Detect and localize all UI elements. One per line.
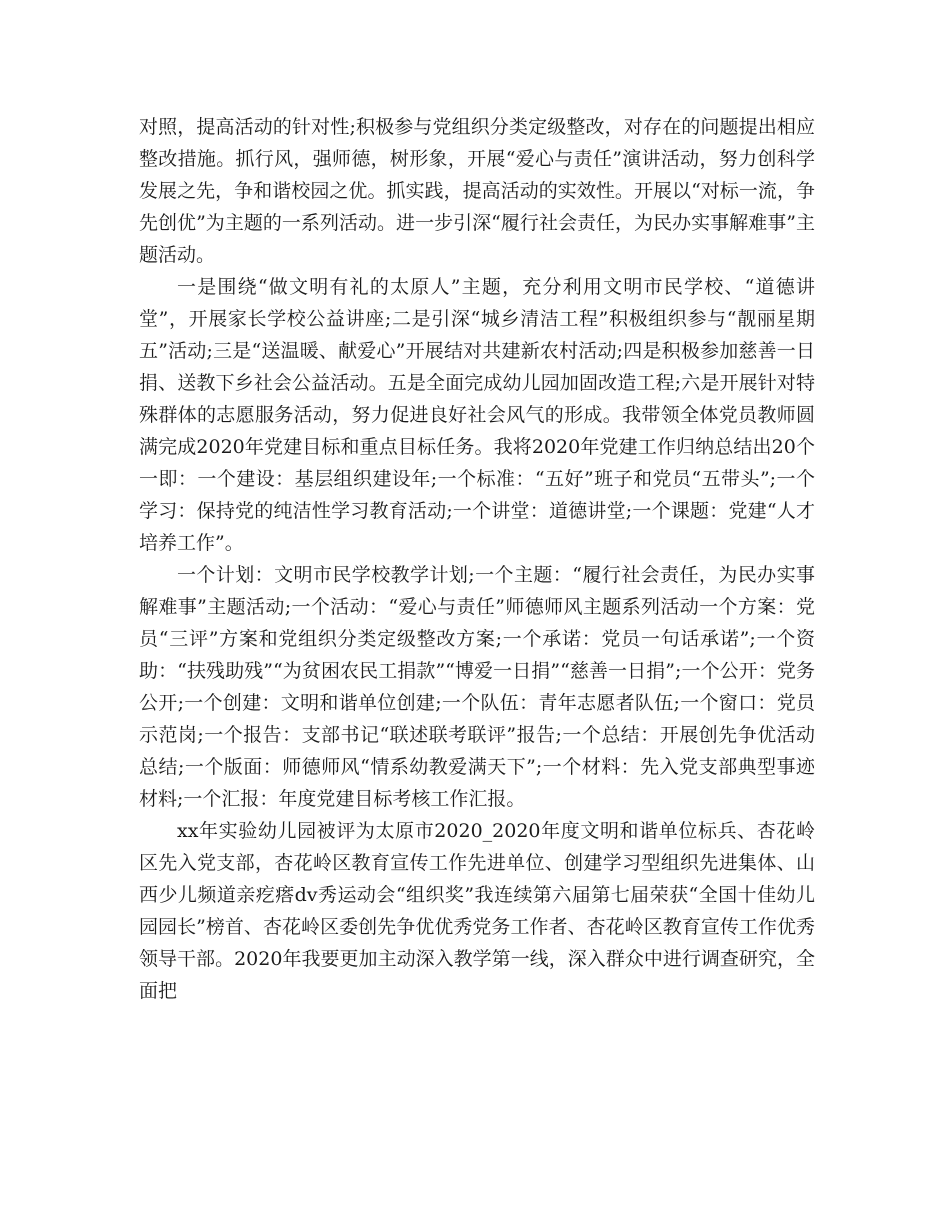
paragraph-2: 一是围绕“做文明有礼的太原人”主题，充分利用文明市民学校、“道德讲堂”，开展家长学校公益讲座;二是引深“城乡清洁工程”积极组织参与“靓丽星期五”活动;三是“送温暖、献爱心”开展结对共建新农村活动;四是积极参加慈善一日捐、送教下乡社会公益活动。五是全面完成幼儿园加固改造工程;六是开展针对特殊群体的志愿服务活动，努力促进良好社会风气的形成。我带领全体党员教师圆满完成2020年党建目标和重点目标任务。我将2020年党建工作归纳总结出20个一即：一个建设：基层组织建设年;一个标准：“五好”班子和党员“五带头”;一个学习：保持党的纯洁性学习教育活动;一个讲堂：道德讲堂;一个课题：党建“人才培养工作”。 xyxy=(139,276,815,554)
paragraph-3: 一个计划：文明市民学校教学计划;一个主题：“履行社会责任，为民办实事解难事”主题活动;一个活动：“爱心与责任”师德师风主题系列活动一个方案：党员“三评”方案和党组织分类定级整改方案;一个承诺：党员一句话承诺”;一个资助：“扶残助残”“为贫困农民工捐款”“博爱一日捐”“慈善一日捐”;一个公开：党务公开;一个创建：文明和谐单位创建;一个队伍：青年志愿者队伍;一个窗口：党员示范岗;一个报告：支部书记“联述联考联评”报告;一个总结：开展创先争优活动总结;一个版面：师德师风“情系幼教爱满天下”;一个材料：先入党支部典型事迹材料;一个汇报：年度党建目标考核工作汇报。 xyxy=(139,564,815,810)
paragraph-1: 对照，提高活动的针对性;积极参与党组织分类定级整改，对存在的问题提出相应整改措施。抓行风，强师德，树形象，开展“爱心与责任”演讲活动，努力创科学发展之先，争和谐校园之优。抓实践，提高活动的实效性。开展以“对标一流，争先创优”为主题的一系列活动。进一步引深“履行社会责任，为民办实事解难事”主题活动。 xyxy=(139,116,815,266)
document-body xyxy=(139,111,815,1007)
paragraph-4: xx年实验幼儿园被评为太原市2020_2020年度文明和谐单位标兵、杏花岭区先入党支部，杏花岭区教育宣传工作先进单位、创建学习型组织先进集体、山西少儿频道亲疙瘩dv秀运动会“组织奖”我连续第六届第七届荣获“全国十佳幼儿园园长”榜首、杏花岭区委创先争优优秀党务工作者、杏花岭区教育宣传工作优秀领导干部。2020年我要更加主动深入教学第一线，深入群众中进行调查研究，全面把 xyxy=(139,820,815,1002)
